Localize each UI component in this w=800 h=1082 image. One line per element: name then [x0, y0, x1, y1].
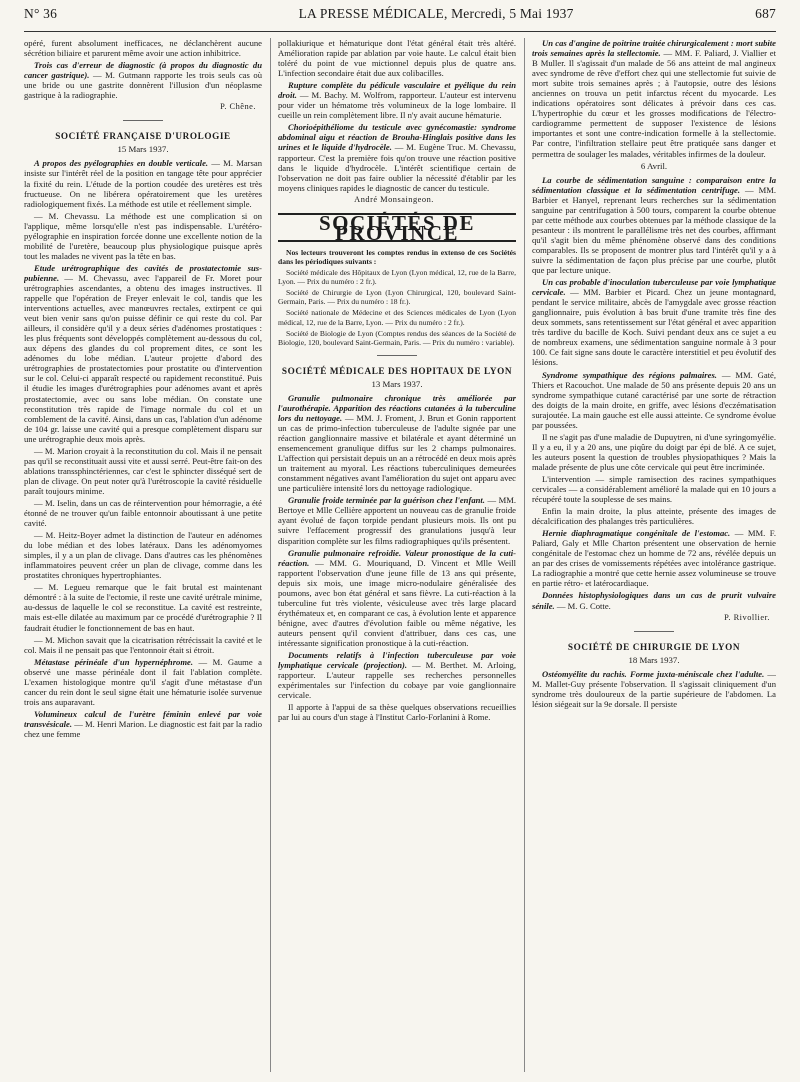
paragraph — [532, 38, 776, 159]
article-title: La courbe de sédimentation sanguine : comparaison entre la sédimentation classique et la sédimentation centrifuge. — [532, 174, 776, 195]
paragraph: — M. Heitz-Boyer admet la distinction de l'auteur en adénomes du lobe médian et des lobes latéraux. Dans les adénomyomes simples, il y a un plan de clivage. Dans d'autres cas les phénomènes inflammatoires peuvent créer un plan de clivage, comme dans les prostatites chroniques hypertrophiantes. — [24, 530, 262, 581]
paragraph: — M. Marion croyait à la reconstitution du col. Mais il ne pensait pas qu'il se reconstituait aussi vite et aussi serré. Peut-être fait-on des ablations transsphinctériennes, car c'est le sphincter disséqué sert de plan de clivage. On peut noter qu'à l'urétroscopie la cavité résiduelle paraît toujours minime. — [24, 445, 262, 496]
paragraph — [532, 370, 776, 430]
article-text: — MM. Barbier et Hanyel, reprenant leurs recherches sur la sédimentation sanguine par centrifugation à 500 tours, comparent la courbe obtenue par cette méthode aux courbes obtenues par la méthode classique de la pesanteur : ils montrent le parallélisme très net des courbes, affirmant qu'il s'agit bien du même phénomène observé dans des conditions comparables. Ils se proposent de montrer plus tard l'intérêt qu'il y a à suivre la sédimentation de façon plus précise par une courbe, plutôt que par lecture unique. — [532, 184, 776, 276]
paragraph: Il apporte à l'appui de sa thèse quelques observations recueillies par lui au cours d'un stage à l'Institut Carlo-Forlanini à Rome. — [278, 702, 516, 723]
article-title: Rupture complète du pédicule vasculaire et pyélique du rein droit. — [278, 80, 516, 101]
page-header — [24, 6, 776, 30]
article-text: — M. Berthet. M. Arloing, rapporteur. L'auteur rappelle ses recherches personnelles expérimentales sur l'infection du cobaye par voie ganglionnaire cervicale. — [278, 660, 516, 701]
article-text: — MM. F. Paliard, J. Viallier et B Muller. Il s'agissait d'un malade de 56 ans atteint de mal angineux avec syndrome de rêve d'effort chez qui une stellectomie fut suivie de mort subite trois semaines après ; à l'autopsie, outre des lésions anciennes on trouva un petit infarctus récent du myocarde. Les indications opératoires sont délicates à prévoir dans ces cas. L'hypertrophie du cœur et les grosses modifications de l'électro-cardiogramme permettent de supposer l'existence de lésions importantes et sont une contre-indication formelle à la stellectomie. Par contre, l'infiltration stellaire peut être pratiquée sans danger et permettra de soulager les malades, véritables infirmes de la douleur. — [532, 48, 776, 159]
article-title: Métastase périnéale d'un hypernéphrome. — [34, 656, 193, 667]
note-item: Société de Biologie de Lyon (Comptes rendus des séances de la Société de Biologie, 120, boulevard Saint-Germain, Paris. — Prix du numéro : variable). — [278, 328, 516, 347]
paragraph — [278, 548, 516, 648]
article-text: — M. Marsan insiste sur l'intérêt réel de la position en tangage tête pour apprécier la fixité du rein. L'étude de la portion coudée des uretères est très fructueuse. On ne libérera opératoirement que les uretères radiologiquement fixés. La méthode est utile et réellement simple. — [24, 158, 262, 209]
article-title: Syndrome sympathique des régions palmaires. — [542, 369, 717, 380]
session-date: 6 Avril. — [640, 160, 668, 171]
article-title: Données histophysiologiques dans un cas de prurit vulvaire sénile. — [532, 590, 776, 611]
paragraph — [24, 158, 262, 208]
article-title: Ostéomyélite du rachis. Forme juxta-méniscale chez l'adulte. — [542, 668, 765, 679]
paragraph — [24, 60, 262, 100]
paragraph: — M. Legueu remarque que le fait brutal est maintenant démontré : à la suite de l'ectomie, il reste une cavité urétrale minime, au-dessus de laquelle le col se reconstitue. La cavité est restreinte, mais est-elle dilatée au maximum par ce procédé d'urétrographie ? Il faudrait étudier le fonctionnement de bas en haut. — [24, 582, 262, 633]
session-date: 15 Mars 1937. — [117, 144, 169, 155]
paragraph: pollakiurique et hématurique dont l'état général était très altéré. Amélioration rapide par ablation par voie haute. Le calcul était bien toléré du point de vue mictionnel depuis plus de quatre ans. L'infection secondaire était due aux colibacilles. — [278, 38, 516, 79]
paragraph — [532, 175, 776, 275]
paragraph: — M. Chevassu. La méthode est une complication si on l'applique, même lorsqu'elle n'est pas indispensable. L'urétéro-pyélographie en inspiration forcée donne une excellente notion de la mobilité de l'uretère, beaucoup plus physiologique puisque après tout les malades ne vivent pas la tête en bas. — [24, 210, 262, 261]
article-title: Un cas d'angine de poitrine traitée chirurgicalement : mort subite trois semaines après la stellectomie. — [532, 38, 776, 59]
article-text: — M. Bachy. M. Wolfrom, rapporteur. L'auteur est intervenu pour vider un hématome très volumineux de la loge lombaire. Il cueille un rein complètement libre. Il n'y avait aucune hématurie. — [278, 90, 516, 121]
paragraph: — M. Iselin, dans un cas de réintervention pour hémorragie, a été étonné de ne trouver qu'un faible entonnoir aboutissant à une petite cavité. — [24, 497, 262, 529]
article-title: A propos des pyélographies en double verticale. — [34, 158, 209, 169]
paragraph: L'intervention — simple ramisection des racines sympathiques cervicales — a considérablement amélioré la malade qui en 10 jours a récupéré toute la souplesse de ses mains. — [532, 473, 776, 505]
article-text: — M. Chevassu, avec l'appareil de Fr. Moret pour urétrographies ascendantes, a obtenu des images instructives. Il rappelle que l'opération de Freyer enlevait le col, tandis que les interventions actuelles, avec manœuvres rectales, extirpent ce qui veut bien venir sans qu'on puisse définir ce qui reste du col. Par ailleurs, il considère qu'il y a deux séries d'adénomes prostatiques : les plus fréquents sont développés complètement au-dessous du col, aux dépens des glandes du col proprement dites, ce sont les adénomes du lobe médian. L'auteur projette d'abord des urétrographies de prostatectomies pour prostatite ou d'intervention sur le col. Celui-ci apparaît respecté ou rapidement reconstitué. Puis il étudie les images d'urétrographies pour adénomes avant et après prostatectomie, avec ou sans lobe médian. On constate une reconstitution très rapide de l'image normale du col et un comblement de la cavité. Ainsi, dans un cas, l'ablation d'un adénome de 104 gr. laisse une cavité qui a presque complètement disparu sur une urétrographie deux mois après. — [24, 272, 262, 444]
article-text: — M. Gaume a observé une masse périnéale dont il fait l'ablation complète. L'examen histologique montre qu'il s'agit d'une métastase d'un cancer du rein dont le seul signe était une hématurie isolée survenue trois ans auparavant. — [24, 656, 262, 707]
article-text: — M. Gutmann rapporte les trois seuls cas où une bride ou une gastrite donnèrent l'illusion d'un néoplasme gastrique à la radiographie. — [24, 70, 262, 101]
note-lead: Nos lecteurs trouveront les comptes rendus in extenso de ces Sociétés dans les périodiques suivants : — [278, 247, 516, 266]
article-title: Volumineux calcul de l'urètre féminin enlevé par voie transvésicale. — [24, 708, 262, 729]
section-title: SOCIÉTÉ MÉDICALE DES HOPITAUX DE LYON — [281, 365, 513, 376]
note-item: Société nationale de Médecine et des Sciences médicales de Lyon (Lyon médical, 12, rue de la Barre, Lyon. — Prix du numéro : 2 fr.). — [278, 308, 516, 327]
article-title: Un cas probable d'inoculation tuberculeuse par voie lymphatique cervicale. — [532, 277, 776, 298]
signature: P. Rivollier. — [724, 612, 770, 622]
paragraph — [278, 495, 516, 545]
masthead-title: LA PRESSE MÉDICALE, Mercredi, 5 Mai 1937 — [298, 6, 574, 21]
separator — [634, 631, 674, 632]
paragraph — [532, 528, 776, 588]
article-text: — MM. Barbier et Picard. Chez un jeune montagnard, pendant le service militaire, abcès de l'amygdale avec grosse réaction ganglionnaire, puis évolution à bas bruit d'une tramite très fine des deux sommets, sans retentissement sur l'état général et avec apparition très tardive du bacille de Koch. Suivi pendant deux ans ce sujet a eu de nombreux examens, une sédimentation sanguine normale à 3 pour 100. Ce fait signe sans doute le caractère interstitiel et peu évolutif des lésions. — [532, 287, 776, 368]
paragraph — [532, 669, 776, 709]
article-title: Granulie froide terminée par la guérison chez l'enfant. — [288, 495, 485, 506]
paragraph — [532, 277, 776, 367]
article-title: Hernie diaphragmatique congénitale de l'estomac. — [542, 528, 731, 539]
paragraph: Il ne s'agit pas d'une maladie de Dupuytren, ni d'une syringomyélie. Il y a eu, il y a 20 ans, une piqûre du doigt par épi de blé. A ce sujet, les auteurs posent la question de troubles physiopathiques ? Mais la malade présente de plus une côte cervicale qui peut être incriminée. — [532, 431, 776, 472]
article-title: Granulie pulmonaire refroidie. Valeur pronostique de la cuti-réaction. — [278, 547, 516, 568]
paragraph — [24, 657, 262, 707]
paragraph — [278, 122, 516, 192]
article-title: Granulie pulmonaire chronique très améliorée par l'aurothérapie. Apparition des réactions cutanées à la tuberculine lors du nettoyage. — [278, 392, 516, 423]
article-title: Documents relatifs à l'infection tuberculeuse par voie lymphatique cervicale (projection). — [278, 650, 516, 671]
column-divider — [270, 38, 271, 1072]
article-text: — MM. F. Paliard, Galy et Mlle Charton présentent une observation de hernie congénitale de l'estomac chez un homme de 72 ans, révélée depuis un an par des crises de vomissements répétées avec intolérance gastrique. La radiographie a montré que cette hernie assez volumineuse se trouve en partie rétro- et latérocardiaque. — [532, 528, 776, 589]
article-text: — MM. J. Froment, J. Brun et Gonin rapportent un cas de primo-infection tuberculeuse de l'adulte signée par une réaction ganglionnaire massive et bilatérale et ayant déterminé un ensemencement granulique diffus sur les 2 champs pulmonaires. L'affection qui persistait depuis un an a rétrocédé en deux mois après un traitement au myoral. Les réactions tuberculiniques demeurées constamment négatives avant l'amélioration du sujet ont apparu avec une particulière intensité lors du nettoyage radiologique. — [278, 412, 516, 494]
session-date: 18 Mars 1937. — [628, 654, 680, 665]
session-date: 13 Mars 1937. — [371, 378, 423, 389]
paragraph — [278, 80, 516, 120]
section-title: SOCIÉTÉ DE CHIRURGIE DE LYON — [567, 641, 741, 652]
separator — [123, 120, 163, 121]
article-text: — MM. Bertoye et Mlle Cellière apportent un nouveau cas de granulie froide ayant évolué de façon torpide pendant plusieurs mois. Ils ont pu suivre l'effacement progressif des granulations jusqu'à leur disparition complète sur les films radiographiques qu'ils présentent. — [278, 495, 516, 546]
issue-number: N° 36 — [24, 6, 58, 21]
page-number: 687 — [755, 6, 776, 21]
note-item: Société de Chirurgie de Lyon (Lyon Chirurgical, 120, boulevard Saint-Germain, Paris. — Prix du numéro : 18 fr.). — [278, 288, 516, 307]
article-text: — MM. G. Mouriquand, D. Vincent et Mlle Weill rapportent l'observation d'une jeune fille de 13 ans qui présente, depuis six mois, une image micro-nodulaire généralisée des poumons, avec bon état général et sans fièvre. La cuti-réaction à la tuberculine fut très violente, vésiculeuse avec très large placard érythémateux et, en comparant ce cas, à évolution lente et apparence bénigne, avec d'autres d'évolution faible ou même négative, les auteurs pensent qu'il convient d'attribuer, dans ces cas, une intéressante signification pronostique à la cuti-réaction. — [278, 557, 516, 648]
paragraph — [278, 650, 516, 700]
section-banner: SOCIÉTÉS DE PROVINCE — [278, 213, 516, 242]
section-title: SOCIÉTÉ FRANÇAISE D'UROLOGIE — [55, 131, 231, 142]
column-divider — [524, 38, 525, 1072]
column-middle — [278, 38, 516, 1078]
article-text: — M. Mallet-Guy présente l'observation. Il s'agissait cliniquement d'un syndrome très douloureux de la partie supérieure de l'abdomen. La lésion siégeait sur la 9e dorsale. Il persiste — [532, 668, 776, 709]
editor-note — [278, 248, 516, 347]
paragraph: Enfin la main droite, la plus atteinte, présente des images de décalcification des phalanges très particulières. — [532, 506, 776, 527]
article-text: — M. G. Cotte. — [554, 600, 611, 611]
column-right — [532, 38, 776, 1078]
separator — [377, 355, 417, 356]
article-text: — M. Eugène Truc. M. Chevassu, rapporteur. C'est la première fois qu'on trouve une réaction positive dans le liquide d'hydrocèle. L'intérêt scientifique certain de l'observation ne doit pas faire oublier la nécessité d'établir par les moyens cliniques rapides le diagnostic de cancer du testicule. — [278, 142, 516, 193]
paragraph — [24, 263, 262, 444]
column-left — [24, 38, 262, 1078]
note-item: Société médicale des Hôpitaux de Lyon (Lyon médical, 12, rue de la Barre, Lyon. — Prix du numéro : 2 fr.). — [278, 268, 516, 287]
paragraph: — M. Michon savait que la cicatrisation rétrécissait la cavité et le col. Mais il ne pensait pas que l'entonnoir était si étroit. — [24, 634, 262, 655]
article-title: Chorioépithéliome du testicule avec gynécomastie: syndrome abdominal aigu et réaction de Brouha-Hinglais positive dans les urines et le liquide d'hydrocèle. — [278, 122, 516, 153]
header-rule — [24, 31, 776, 32]
paragraph — [532, 590, 776, 610]
article-title: Trois cas d'erreur de diagnostic (à propos du diagnostic du cancer gastrique). — [24, 60, 262, 81]
article-title: Etude urétrographique des cavités de prostatectomie sus-pubienne. — [24, 262, 262, 283]
article-text: — MM. Gaté, Thiers et Racouchot. Une malade de 50 ans présente depuis 20 ans un syndrome sympathique cutané caractérisé par une sorte de rétraction des doigts de la main droite, en griffe, avec lésions d'eczématisation surajoutée. La main gauche est elle aussi atteinte. Ce syndrome évolue par poussées. — [532, 369, 776, 430]
paragraph — [278, 393, 516, 493]
paragraph — [24, 709, 262, 739]
article-text: — M. Henri Marion. Le diagnostic est fait par la radio chez une femme — [24, 718, 262, 739]
signature: André Monsaingeon. — [354, 194, 434, 204]
paragraph: opéré, furent absolument inefficaces, ne déclanchèrent aucune sécrétion biliaire et parurent même avoir une action inhibitrice. — [24, 38, 262, 59]
signature: P. Chêne. — [220, 102, 256, 112]
